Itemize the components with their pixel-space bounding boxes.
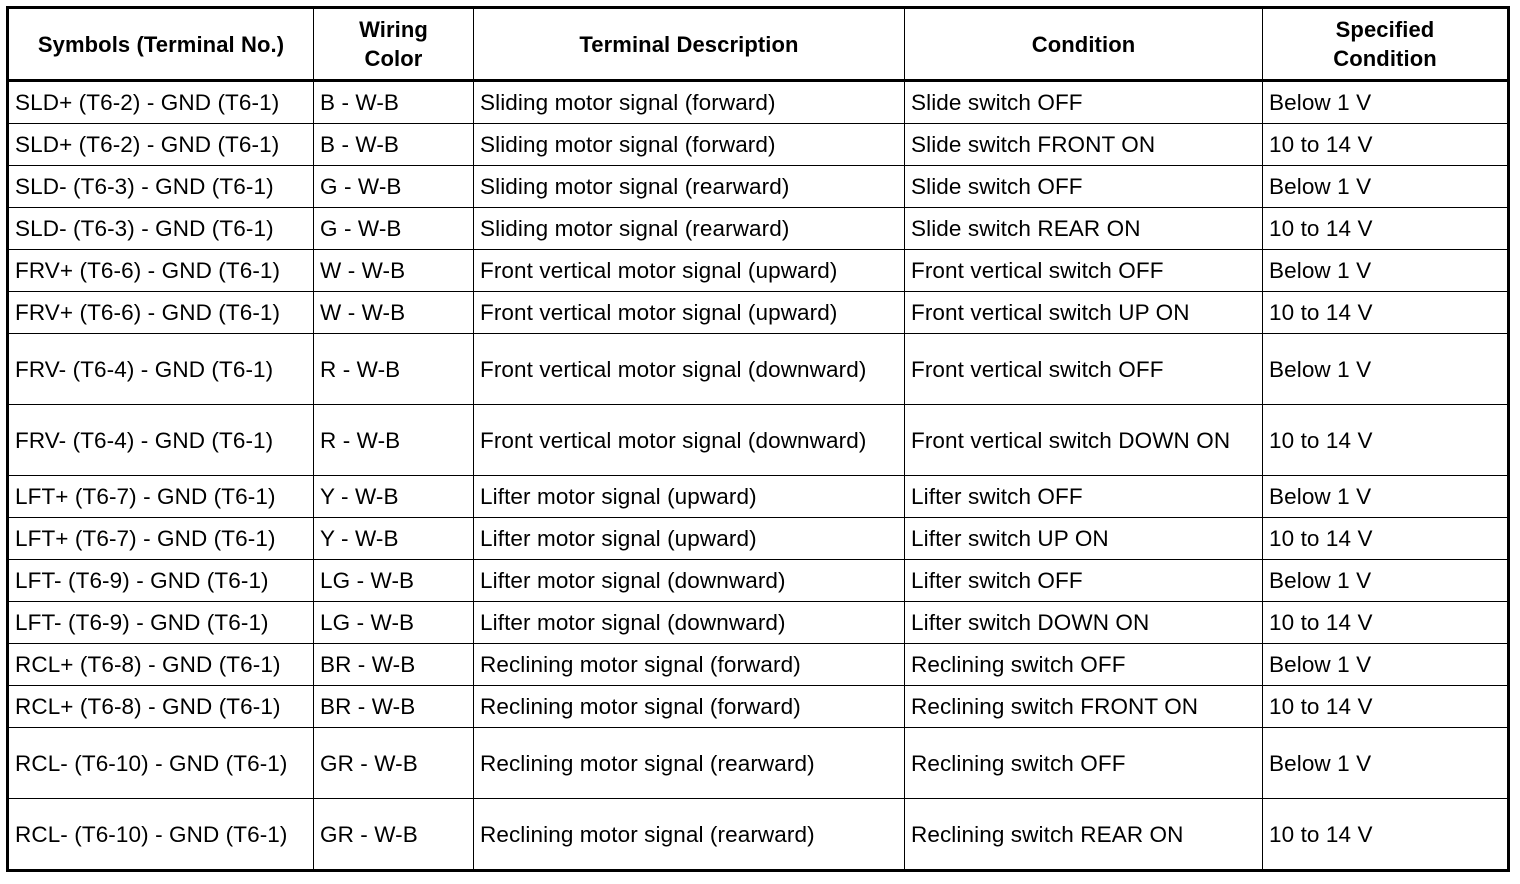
cell-description: Sliding motor signal (rearward) [474,208,905,250]
cell-condition: Slide switch OFF [905,166,1263,208]
table-row [8,602,1509,644]
cell-specified: Below 1 V [1263,250,1509,292]
cell-wiring: GR - W-B [314,728,474,799]
cell-symbol: RCL+ (T6-8) - GND (T6-1) [8,686,314,728]
table-row [8,166,1509,208]
cell-description: Sliding motor signal (rearward) [474,166,905,208]
cell-description: Reclining motor signal (rearward) [474,728,905,799]
cell-wiring: Y - W-B [314,476,474,518]
header-row [8,8,1509,81]
cell-description: Lifter motor signal (downward) [474,560,905,602]
table-row [8,250,1509,292]
table-row [8,644,1509,686]
cell-specified: Below 1 V [1263,166,1509,208]
cell-symbol: SLD- (T6-3) - GND (T6-1) [8,208,314,250]
header-symbols: Symbols (Terminal No.) [8,8,314,81]
cell-description: Lifter motor signal (upward) [474,518,905,560]
cell-wiring: W - W-B [314,250,474,292]
cell-specified: 10 to 14 V [1263,292,1509,334]
header-wiring-line2: Color [364,46,423,71]
cell-specified: 10 to 14 V [1263,518,1509,560]
cell-symbol: FRV+ (T6-6) - GND (T6-1) [8,292,314,334]
cell-condition: Reclining switch OFF [905,728,1263,799]
header-terminal-description: Terminal Description [474,8,905,81]
cell-wiring: W - W-B [314,292,474,334]
cell-description: Front vertical motor signal (downward) [474,334,905,405]
cell-condition: Front vertical switch DOWN ON [905,405,1263,476]
cell-description: Reclining motor signal (forward) [474,644,905,686]
cell-description: Front vertical motor signal (downward) [474,405,905,476]
header-specified-condition [1263,8,1509,81]
cell-condition: Lifter switch UP ON [905,518,1263,560]
cell-description: Front vertical motor signal (upward) [474,250,905,292]
cell-condition: Reclining switch REAR ON [905,799,1263,871]
cell-wiring: LG - W-B [314,560,474,602]
cell-wiring: G - W-B [314,166,474,208]
table-row [8,292,1509,334]
cell-condition: Lifter switch OFF [905,476,1263,518]
cell-symbol: RCL+ (T6-8) - GND (T6-1) [8,644,314,686]
cell-symbol: FRV- (T6-4) - GND (T6-1) [8,334,314,405]
cell-specified: 10 to 14 V [1263,602,1509,644]
cell-description: Front vertical motor signal (upward) [474,292,905,334]
header-condition: Condition [905,8,1263,81]
cell-symbol: LFT+ (T6-7) - GND (T6-1) [8,476,314,518]
cell-symbol: SLD+ (T6-2) - GND (T6-1) [8,124,314,166]
cell-specified: 10 to 14 V [1263,405,1509,476]
cell-specified: Below 1 V [1263,334,1509,405]
header-wiring-color [314,8,474,81]
cell-wiring: LG - W-B [314,602,474,644]
cell-description: Sliding motor signal (forward) [474,124,905,166]
cell-symbol: LFT- (T6-9) - GND (T6-1) [8,602,314,644]
cell-specified: Below 1 V [1263,728,1509,799]
cell-description: Reclining motor signal (forward) [474,686,905,728]
table-row [8,560,1509,602]
cell-symbol: SLD+ (T6-2) - GND (T6-1) [8,81,314,124]
cell-condition: Front vertical switch OFF [905,334,1263,405]
cell-wiring: R - W-B [314,334,474,405]
table-row [8,799,1509,871]
cell-condition: Reclining switch FRONT ON [905,686,1263,728]
cell-specified: 10 to 14 V [1263,124,1509,166]
cell-symbol: FRV+ (T6-6) - GND (T6-1) [8,250,314,292]
table-row [8,334,1509,405]
cell-symbol: FRV- (T6-4) - GND (T6-1) [8,405,314,476]
cell-description: Sliding motor signal (forward) [474,81,905,124]
cell-condition: Front vertical switch UP ON [905,292,1263,334]
cell-specified: Below 1 V [1263,560,1509,602]
cell-condition: Lifter switch DOWN ON [905,602,1263,644]
cell-wiring: R - W-B [314,405,474,476]
header-wiring-line1: Wiring [359,17,428,42]
cell-specified: 10 to 14 V [1263,799,1509,871]
header-specified-line2: Condition [1333,46,1437,71]
table-row [8,405,1509,476]
table-row [8,124,1509,166]
cell-condition: Slide switch OFF [905,81,1263,124]
table-row [8,728,1509,799]
cell-symbol: RCL- (T6-10) - GND (T6-1) [8,799,314,871]
cell-condition: Slide switch REAR ON [905,208,1263,250]
cell-condition: Reclining switch OFF [905,644,1263,686]
cell-symbol: LFT- (T6-9) - GND (T6-1) [8,560,314,602]
cell-specified: Below 1 V [1263,476,1509,518]
cell-wiring: B - W-B [314,81,474,124]
cell-symbol: SLD- (T6-3) - GND (T6-1) [8,166,314,208]
cell-description: Lifter motor signal (upward) [474,476,905,518]
cell-wiring: Y - W-B [314,518,474,560]
cell-condition: Lifter switch OFF [905,560,1263,602]
terminal-spec-table [6,6,1510,872]
header-specified-line1: Specified [1335,17,1435,42]
table-row [8,208,1509,250]
cell-symbol: LFT+ (T6-7) - GND (T6-1) [8,518,314,560]
table-row [8,476,1509,518]
cell-wiring: G - W-B [314,208,474,250]
cell-specified: 10 to 14 V [1263,686,1509,728]
cell-wiring: B - W-B [314,124,474,166]
cell-wiring: BR - W-B [314,686,474,728]
cell-wiring: GR - W-B [314,799,474,871]
table-row [8,81,1509,124]
cell-description: Lifter motor signal (downward) [474,602,905,644]
cell-wiring: BR - W-B [314,644,474,686]
cell-specified: Below 1 V [1263,644,1509,686]
cell-condition: Slide switch FRONT ON [905,124,1263,166]
cell-symbol: RCL- (T6-10) - GND (T6-1) [8,728,314,799]
table-row [8,686,1509,728]
cell-specified: Below 1 V [1263,81,1509,124]
cell-condition: Front vertical switch OFF [905,250,1263,292]
cell-specified: 10 to 14 V [1263,208,1509,250]
cell-description: Reclining motor signal (rearward) [474,799,905,871]
table-row [8,518,1509,560]
